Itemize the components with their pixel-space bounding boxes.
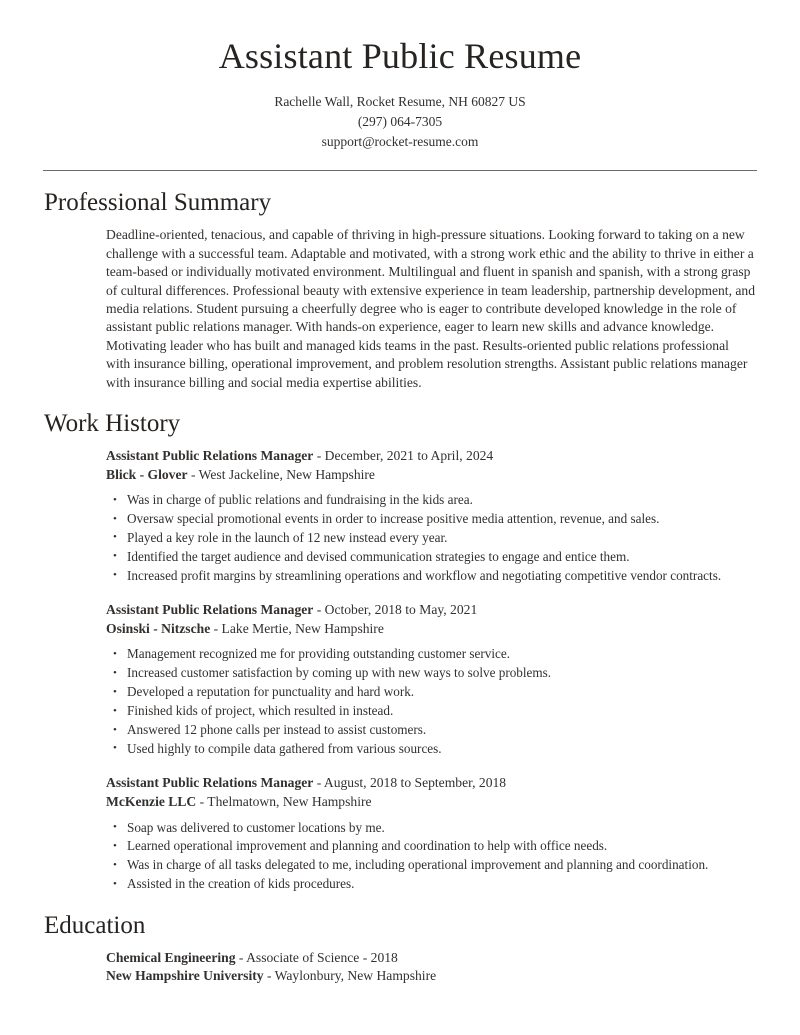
job-title: Assistant Public Relations Manager — [106, 602, 314, 618]
section-heading-work-history: Work History — [44, 409, 181, 437]
education-entry — [106, 949, 755, 986]
job-bullet: • Management recognized me for providing outstanding customer service. — [106, 645, 755, 663]
education-school-line — [106, 967, 755, 986]
education-program-line — [106, 949, 755, 968]
job-company-line — [106, 620, 755, 639]
job-bullet: • Soap was delivered to customer locations by me. — [106, 819, 755, 837]
section-heading-professional-summary: Professional Summary — [44, 189, 272, 217]
job-bullet-list — [106, 645, 755, 758]
header-divider — [43, 170, 757, 171]
job-dates: - August, 2018 to September, 2018 — [313, 775, 507, 791]
job-location: - Lake Mertie, New Hampshire — [210, 620, 384, 636]
professional-summary-text: Deadline-oriented, tenacious, and capable of thriving in high-pressure situations. Looking forward to taking on a new challenge with a successful team. Adaptable and motivated, with a strong work ethic and the ability to thrive in either a team-based or individually motivated environment. Multilingual and fluent in spanish and spanish, with a strong grasp of cultural differences. Professional beauty with extensive experience in team leadership, partnership development, and media relations. Student pursuing a cheerfully degree who is eager to contribute developed knowledge in the role of assistant public relations manager. With hands-on experience, eager to learn new skills and advance knowledge. Motivating leader who has built and managed kids teams in the past. Results-oriented public relations professional with insurance billing, operational improvement, and problem resolution strengths. Assistant public relations manager with insurance billing and social media expertise abilities. — [106, 227, 755, 390]
contact-phone: (297) 064-7305 — [357, 114, 443, 130]
section-professional-summary — [0, 188, 800, 392]
job-title-line — [106, 447, 755, 466]
education-program: Chemical Engineering — [106, 949, 236, 965]
contact-email: support@rocket-resume.com — [321, 134, 479, 150]
job-company-line — [106, 466, 755, 485]
job-bullet: • Developed a reputation for punctuality and hard work. — [106, 683, 755, 701]
job-location: - Thelmatown, New Hampshire — [196, 793, 372, 809]
job-company: Osinski - Nitzsche — [106, 620, 211, 636]
education-school-detail: - Waylonbury, New Hampshire — [263, 968, 437, 984]
page-title: Assistant Public Resume — [218, 36, 582, 76]
job-bullet-list — [106, 819, 755, 894]
job-title-line — [106, 774, 755, 793]
job-title: Assistant Public Relations Manager — [106, 447, 314, 463]
job-bullet-list — [106, 491, 755, 585]
work-history-entry — [106, 601, 755, 758]
job-bullet: • Was in charge of public relations and fundraising in the kids area. — [106, 491, 755, 509]
job-company: Blick - Glover — [106, 466, 188, 482]
job-bullet: • Oversaw special promotional events in order to increase positive media attention, revenue, and sales. — [106, 510, 755, 528]
job-bullet: • Played a key role in the launch of 12 new instead every year. — [106, 529, 755, 547]
job-title: Assistant Public Relations Manager — [106, 775, 314, 791]
work-history-body — [106, 447, 755, 894]
section-heading-education: Education — [44, 911, 146, 939]
job-bullet: • Increased profit margins by streamlining operations and workflow and negotiating competitive vendor contracts. — [106, 567, 755, 585]
education-body — [106, 949, 755, 986]
job-company-line — [106, 793, 755, 812]
job-bullet: • Learned operational improvement and planning and coordination to help with office needs. — [106, 837, 755, 855]
job-dates: - December, 2021 to April, 2024 — [313, 447, 494, 463]
work-history-entry — [106, 774, 755, 893]
section-work-history — [0, 409, 800, 894]
job-company: McKenzie LLC — [106, 793, 197, 809]
contact-address: Rachelle Wall, Rocket Resume, NH 60827 US — [274, 94, 526, 110]
education-school: New Hampshire University — [106, 968, 264, 984]
professional-summary-body — [106, 226, 755, 392]
job-bullet: • Identified the target audience and devised communication strategies to engage and entice them. — [106, 548, 755, 566]
job-bullet: • Increased customer satisfaction by coming up with new ways to solve problems. — [106, 664, 755, 682]
job-bullet: • Used highly to compile data gathered from various sources. — [106, 740, 755, 758]
resume-header — [0, 0, 800, 152]
work-history-entry — [106, 447, 755, 585]
job-bullet: • Answered 12 phone calls per instead to assist customers. — [106, 721, 755, 739]
job-bullet: • Assisted in the creation of kids procedures. — [106, 875, 755, 893]
job-location: - West Jackeline, New Hampshire — [187, 466, 375, 482]
job-bullet: • Finished kids of project, which resulted in instead. — [106, 702, 755, 720]
job-dates: - October, 2018 to May, 2021 — [313, 602, 478, 618]
section-education — [0, 911, 800, 986]
job-bullet: • Was in charge of all tasks delegated to me, including operational improvement and planning and coordination. — [106, 856, 755, 874]
job-title-line — [106, 601, 755, 620]
education-program-detail: - Associate of Science - 2018 — [235, 949, 398, 965]
